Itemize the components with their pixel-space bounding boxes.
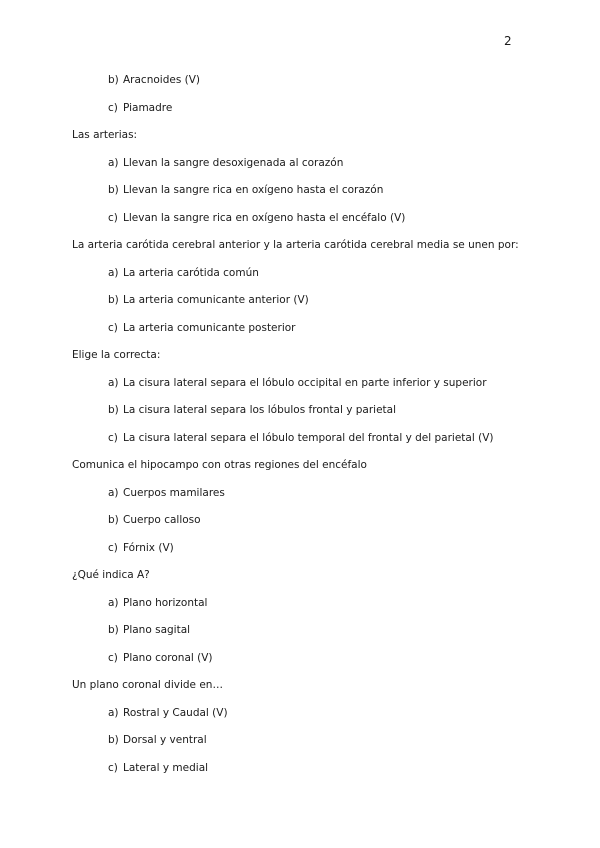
answer-option [0, 704, 600, 732]
option-text: Plano sagital [123, 624, 191, 636]
option-letter: a) [108, 706, 119, 719]
answer-option [0, 731, 600, 759]
option-letter: b) [108, 404, 119, 416]
option-text: La cisura lateral separa los lóbulos frontal y parietal [123, 404, 397, 416]
option-text: La arteria comunicante posterior [123, 321, 296, 334]
answer-option [0, 401, 600, 429]
question-text: Las arterias: [72, 129, 138, 141]
option-letter: a) [108, 266, 119, 279]
option-letter: b) [108, 184, 119, 196]
option-text: Llevan la sangre rica en oxígeno hasta el corazón [123, 184, 384, 196]
option-letter: c) [108, 431, 118, 444]
option-text: Piamadre [123, 101, 173, 114]
answer-option [0, 319, 600, 347]
answer-option [0, 374, 600, 402]
answer-option [0, 649, 600, 677]
option-letter: b) [108, 734, 119, 746]
question-text: Elige la correcta: [72, 349, 161, 361]
question-text: ¿Qué indica A? [72, 569, 150, 581]
page-number: 2 [504, 34, 512, 48]
answer-option [0, 539, 600, 567]
answer-option [0, 621, 600, 649]
option-letter: c) [108, 101, 118, 114]
option-text: Llevan la sangre desoxigenada al corazón [123, 156, 344, 169]
option-text: Cuerpos mamilares [123, 486, 225, 499]
option-letter: c) [108, 541, 118, 554]
document-body [0, 71, 600, 786]
option-text: Llevan la sangre rica en oxígeno hasta el encéfalo (V) [123, 211, 406, 224]
option-text: Plano coronal (V) [123, 651, 213, 664]
question-text: La arteria carótida cerebral anterior y la arteria carótida cerebral media se unen por: [72, 239, 519, 251]
option-letter: a) [108, 156, 119, 169]
option-text: Dorsal y ventral [123, 734, 207, 746]
option-text: Aracnoides (V) [123, 74, 201, 86]
option-letter: b) [108, 294, 119, 306]
option-letter: a) [108, 486, 119, 499]
answer-option [0, 264, 600, 292]
question-text: Un plano coronal divide en… [72, 679, 223, 691]
answer-option [0, 759, 600, 787]
option-text: Cuerpo calloso [123, 514, 201, 526]
answer-option [0, 181, 600, 209]
option-text: Fórnix (V) [123, 541, 174, 554]
answer-option [0, 99, 600, 127]
option-text: La arteria comunicante anterior (V) [123, 294, 309, 306]
answer-option [0, 291, 600, 319]
option-letter: b) [108, 514, 119, 526]
answer-option [0, 429, 600, 457]
option-text: La cisura lateral separa el lóbulo temporal del frontal y del parietal (V) [123, 431, 494, 444]
option-text: Lateral y medial [123, 761, 209, 774]
option-letter: c) [108, 761, 118, 774]
option-text: La arteria carótida común [123, 266, 259, 279]
option-letter: c) [108, 321, 118, 334]
option-letter: a) [108, 596, 119, 609]
answer-option [0, 154, 600, 182]
option-letter: c) [108, 651, 118, 664]
option-letter: b) [108, 74, 119, 86]
answer-option [0, 511, 600, 539]
option-text: Rostral y Caudal (V) [123, 706, 228, 719]
option-text: La cisura lateral separa el lóbulo occipital en parte inferior y superior [123, 376, 487, 389]
option-letter: c) [108, 211, 118, 224]
question-text: Comunica el hipocampo con otras regiones del encéfalo [72, 459, 367, 471]
option-text: Plano horizontal [123, 596, 208, 609]
answer-option [0, 209, 600, 237]
answer-option [0, 594, 600, 622]
option-letter: b) [108, 624, 119, 636]
answer-option [0, 484, 600, 512]
option-letter: a) [108, 376, 119, 389]
answer-option [0, 71, 600, 99]
